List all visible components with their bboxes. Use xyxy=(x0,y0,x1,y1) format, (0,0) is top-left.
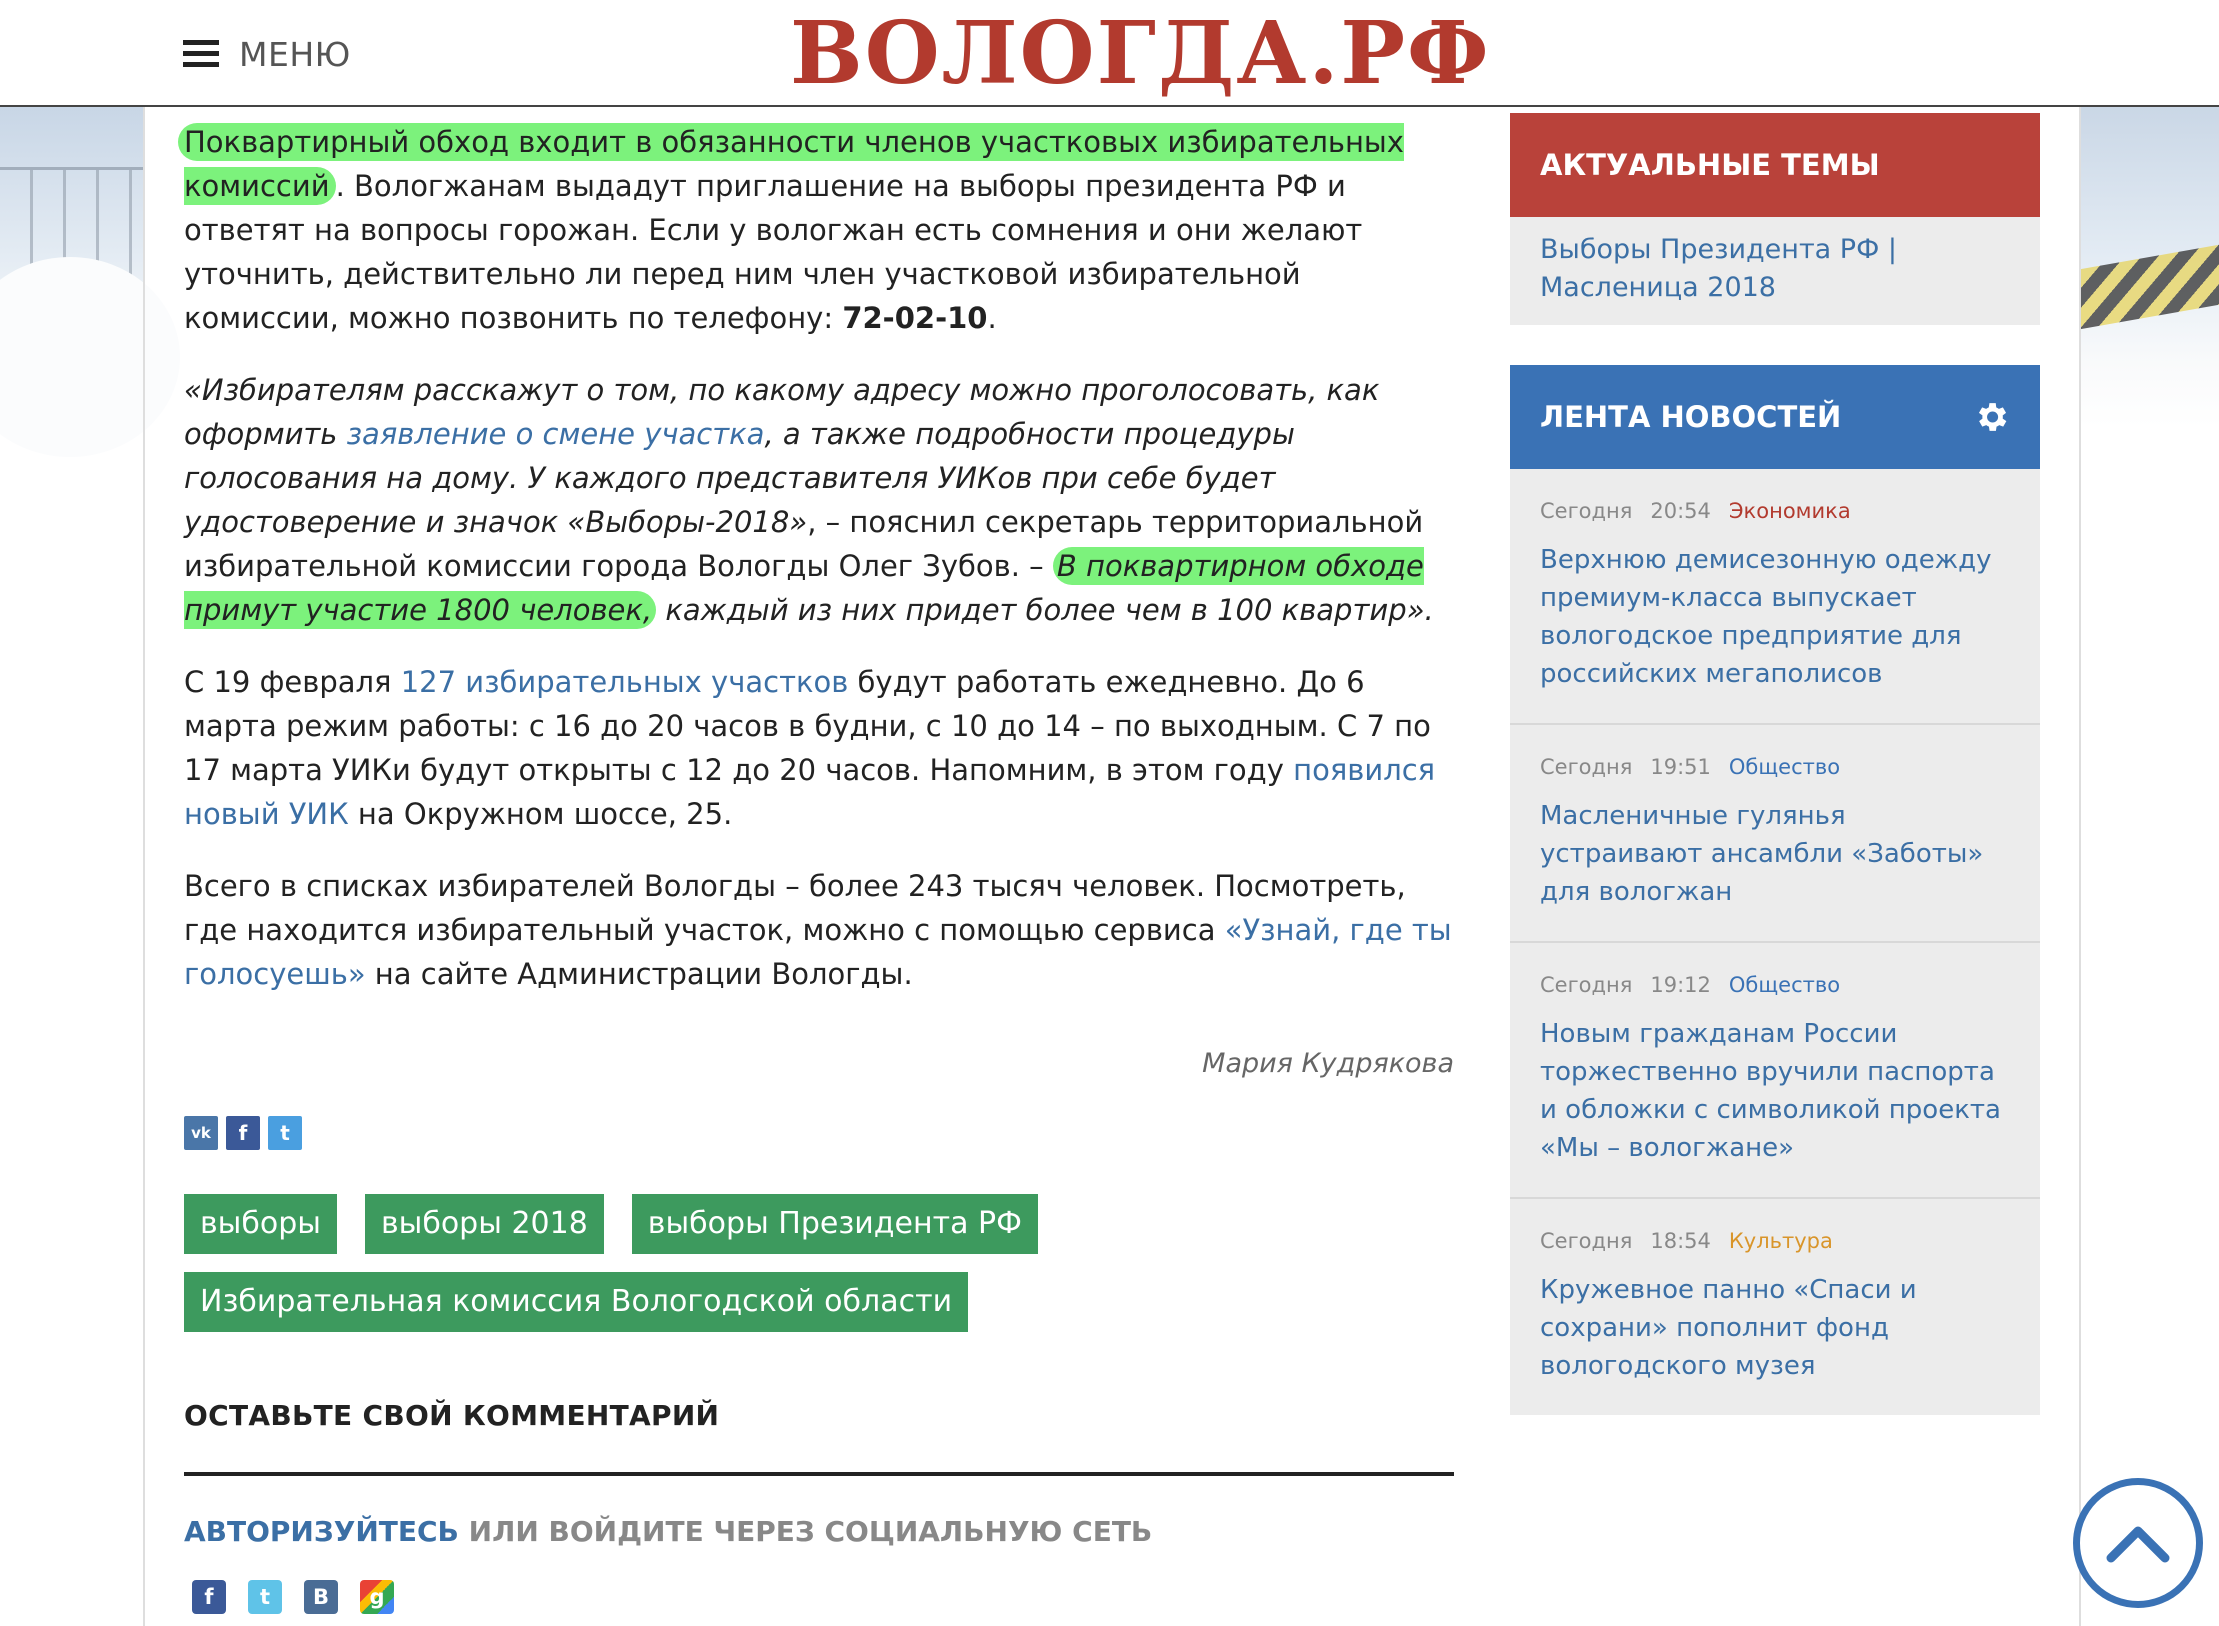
twitter-share-icon[interactable]: t xyxy=(268,1116,302,1150)
login-link[interactable]: АВТОРИЗУЙТЕСЬ xyxy=(184,1515,459,1548)
facebook-login-icon[interactable]: f xyxy=(192,1580,226,1614)
topic-link[interactable]: Выборы Президента РФ xyxy=(1540,234,1880,265)
news-category[interactable]: Культура xyxy=(1728,1229,1833,1253)
vk-login-icon[interactable]: B xyxy=(304,1580,338,1614)
link-new-uik[interactable]: появился новый УИК xyxy=(184,753,1436,831)
news-category[interactable]: Общество xyxy=(1728,755,1841,779)
news-item[interactable] xyxy=(1510,1199,2040,1415)
share-buttons xyxy=(184,1116,1454,1150)
article-paragraph-1: Поквартирный обход входит в обязанности членов участковых избирательных комиссий . Вологжанам выдадут приглашение на выборы президента РФ и ответят на вопросы горожан. Если у вологжан есть сомнения и они желают уточнить, действительно ли перед ним член участковой избирательной комиссии, можно позвонить по телефону: 72-02-10. xyxy=(184,120,1454,340)
topics-list: Выборы Президента РФ | Масленица 2018 xyxy=(1510,217,2040,325)
twitter-login-icon[interactable]: t xyxy=(248,1580,282,1614)
content-border-right xyxy=(2079,107,2081,1626)
background-barrier xyxy=(2080,245,2219,330)
news-category[interactable]: Общество xyxy=(1728,973,1841,997)
tag-list xyxy=(184,1194,1084,1332)
auth-prompt: АВТОРИЗУЙТЕСЬ ИЛИ ВОЙДИТЕ ЧЕРЕЗ СОЦИАЛЬНУЮ СЕТЬ xyxy=(184,1515,1153,1548)
news-item[interactable] xyxy=(1510,725,2040,943)
background-photo-left xyxy=(0,107,143,427)
news-title[interactable]: Масленичные гулянья устраивают ансамбли «Заботы» для вологжан xyxy=(1540,801,1984,907)
tag-item[interactable]: выборы Президента РФ xyxy=(632,1194,1038,1254)
content-border-left xyxy=(143,107,145,1626)
news-meta: Сегодня 19:51 Общество xyxy=(1540,755,1841,779)
link-change-station-application[interactable]: заявление о смене участка xyxy=(346,417,765,451)
topics-heading: АКТУАЛЬНЫЕ ТЕМЫ xyxy=(1510,113,2040,217)
chevron-up-icon xyxy=(2103,1518,2173,1568)
background-snow xyxy=(0,257,180,457)
news-meta: Сегодня 20:54 Экономика xyxy=(1540,499,1851,523)
link-find-polling-station[interactable]: «Узнай, где ты голосуешь» xyxy=(184,913,1452,991)
site-header xyxy=(0,0,2219,107)
article-paragraph-3: С 19 февраля 127 избирательных участков будут работать ежедневно. До 6 марта режим работы: с 16 до 20 часов в будни, с 10 до 14 – по выходным. С 7 по 17 марта УИКи будут открыты с 12 до 20 часов. Напомним, в этом году появился новый УИК на Окружном шоссе, 25. xyxy=(184,665,1436,831)
topic-link[interactable]: Масленица 2018 xyxy=(1540,272,1776,303)
news-title[interactable]: Верхнюю демисезонную одежду премиум-класса выпускает вологодское предприятие для российских мегаполисов xyxy=(1540,545,1992,689)
news-item[interactable] xyxy=(1510,469,2040,725)
site-logo[interactable]: ВОЛОГДА.РФ xyxy=(790,3,1491,104)
link-polling-stations[interactable]: 127 избирательных участков xyxy=(400,665,849,699)
tag-item[interactable]: Избирательная комиссия Вологодской области xyxy=(184,1272,968,1332)
news-title[interactable]: Новым гражданам России торжественно вручили паспорта и обложки с символикой проекта «Мы – вологжане» xyxy=(1540,1019,2001,1163)
comments-heading: ОСТАВЬТЕ СВОЙ КОММЕНТАРИЙ xyxy=(184,1394,1454,1476)
vk-share-icon[interactable]: vk xyxy=(184,1116,218,1150)
phone-number: 72-02-10 xyxy=(842,301,988,335)
article-author: Мария Кудрякова xyxy=(1202,1048,1454,1079)
social-login-row xyxy=(184,1580,1454,1614)
article-body xyxy=(184,120,1454,1614)
news-meta: Сегодня 19:12 Общество xyxy=(1540,973,1841,997)
tag-item[interactable]: выборы xyxy=(184,1194,337,1254)
news-feed-heading: ЛЕНТА НОВОСТЕЙ xyxy=(1510,365,2040,469)
highlighted-text: В поквартирном обходе примут участие 1800 человек, xyxy=(184,549,1424,627)
facebook-share-icon[interactable]: f xyxy=(226,1116,260,1150)
news-category[interactable]: Экономика xyxy=(1728,499,1851,523)
news-list xyxy=(1510,469,2040,1415)
menu-button[interactable] xyxy=(183,34,351,74)
scroll-to-top-button[interactable] xyxy=(2073,1478,2203,1608)
article-paragraph-2: «Избирателям расскажут о том, по какому адресу можно проголосовать, как оформить заявление о смене участка, а также подробности процедуры голосования на дому. У каждого представителя УИКов при себе будет удостоверение и значок «Выборы-2018», – пояснил секретарь территориальной избирательной комиссии города Вологды Олег Зубов. – В поквартирном обходе примут участие 1800 человек, каждый из них придет более чем в 100 квартир». xyxy=(184,373,1434,627)
gear-icon[interactable] xyxy=(1972,398,2010,436)
sidebar xyxy=(1510,113,2040,1415)
highlighted-text: Поквартирный обход входит в обязанности членов участковых избирательных комиссий xyxy=(178,123,1404,205)
news-title[interactable]: Кружевное панно «Спаси и сохрани» пополнит фонд вологодского музея xyxy=(1540,1275,1917,1381)
news-meta: Сегодня 18:54 Культура xyxy=(1540,1229,1833,1253)
menu-label: МЕНЮ xyxy=(239,34,351,74)
news-item[interactable] xyxy=(1510,943,2040,1199)
article-paragraph-4: Всего в списках избирателей Вологды – более 243 тысяч человек. Посмотреть, где находится избирательный участок, можно с помощью сервиса «Узнай, где ты голосуешь» на сайте Администрации Вологды. xyxy=(184,869,1452,991)
google-login-icon[interactable]: g xyxy=(360,1580,394,1614)
hamburger-icon xyxy=(183,39,219,69)
tag-item[interactable]: выборы 2018 xyxy=(365,1194,604,1254)
background-photo-right xyxy=(2080,107,2219,427)
